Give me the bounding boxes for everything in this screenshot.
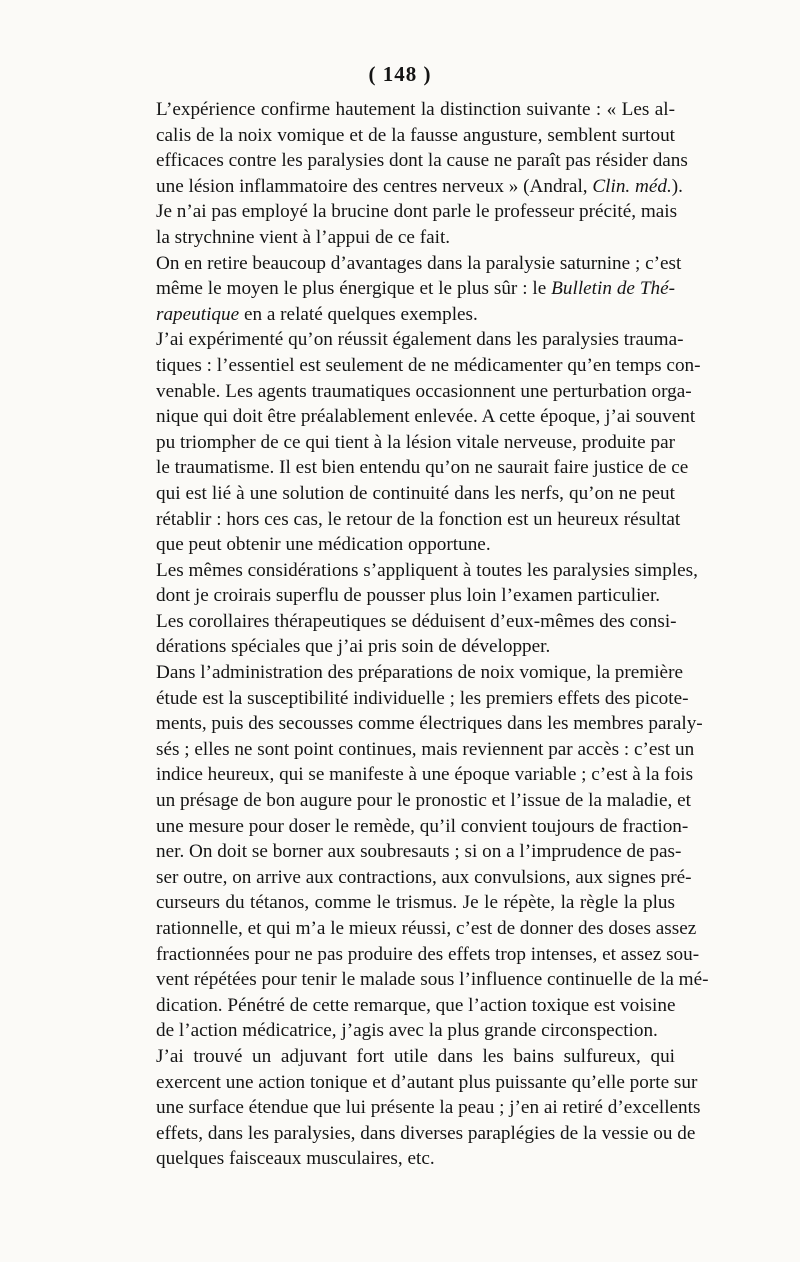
text-run: étude est la susceptibilité individuelle ; les premiers effets des picote- xyxy=(156,687,689,709)
text-run: L’expérience confirme hautement la distinction suivante : « Les al- xyxy=(156,99,675,120)
text-line xyxy=(137,660,683,686)
text-run: venable. Les agents traumatiques occasionnent une perturbation orga- xyxy=(156,380,692,402)
text-line xyxy=(137,788,691,814)
text-line xyxy=(137,737,695,763)
text-line xyxy=(137,583,675,609)
text-line xyxy=(137,379,692,405)
text-line xyxy=(137,123,675,149)
text-line xyxy=(137,711,703,737)
text-run: qui est lié à une solution de continuité dans les nerfs, qu’on ne peut xyxy=(156,482,675,504)
text-run: ments, puis des secousses comme électriques dans les membres paraly- xyxy=(156,713,703,735)
text-line xyxy=(137,353,701,379)
text-line xyxy=(137,455,689,481)
text-run: dication. Pénétré de cette remarque, que l’action toxique est voisine xyxy=(156,994,676,1016)
page-number: ( 148 ) xyxy=(368,62,432,86)
text-run: la strychnine vient à l’appui de ce fait. xyxy=(156,226,451,248)
text-line xyxy=(137,251,682,277)
text-line xyxy=(137,532,675,558)
text-run: curseurs du tétanos, comme le trismus. Je le répète, la règle la plus xyxy=(156,892,675,914)
italic-text-run: Bulletin de Thé- xyxy=(551,278,675,300)
text-line xyxy=(137,890,675,916)
text-line xyxy=(137,430,675,456)
paragraph xyxy=(137,251,682,328)
text-line xyxy=(137,481,675,507)
text-line xyxy=(137,302,675,328)
body-text xyxy=(137,97,709,1172)
text-line xyxy=(137,225,675,251)
text-line xyxy=(137,916,697,942)
text-run: dérations spéciales que j’ai pris soin de développer. xyxy=(156,636,551,658)
text-run: efficaces contre les paralysies dont la cause ne paraît pas résider dans xyxy=(156,150,688,172)
text-line xyxy=(137,327,684,353)
paragraph xyxy=(137,558,698,609)
text-run: J’ai trouvé un adjuvant fort utile dans les bains sulfureux, qui xyxy=(156,1045,675,1067)
text-run: tiques : l’essentiel est seulement de ne médicamenter qu’en temps con- xyxy=(156,354,701,376)
text-run: pu triompher de ce qui tient à la lésion vitale nerveuse, produite par xyxy=(156,431,675,453)
paragraph xyxy=(137,97,688,251)
text-run: Les mêmes considérations s’appliquent à toutes les paralysies simples, xyxy=(156,559,698,581)
paragraph xyxy=(137,609,675,660)
text-line xyxy=(137,814,689,840)
text-run: nique qui doit être préalablement enlevée. A cette époque, j’ai souvent xyxy=(156,406,696,428)
text-run: dont je croirais superflu de pousser plus loin l’examen particulier. xyxy=(156,585,661,607)
text-run: Les corollaires thérapeutiques se déduisent d’eux-mêmes des consi- xyxy=(156,610,677,632)
text-run: exercent une action tonique et d’autant plus puissante qu’elle porte sur xyxy=(156,1071,698,1093)
text-line xyxy=(137,1095,701,1121)
italic-text-run: Clin. méd. xyxy=(592,175,672,197)
text-run: rationnelle, et qui m’a le mieux réussi, c’est de donner des doses assez xyxy=(156,918,697,939)
text-run: ner. On doit se borner aux soubresauts ; si on a l’imprudence de pas- xyxy=(156,841,682,863)
text-run: Je n’ai pas employé la brucine dont parle le professeur précité, mais xyxy=(156,201,678,223)
text-run: ser outre, on arrive aux contractions, aux convulsions, aux signes pré- xyxy=(156,866,692,888)
text-line xyxy=(137,967,709,993)
text-line xyxy=(137,507,681,533)
text-run: vent répétées pour tenir le malade sous l’influence continuelle de la mé- xyxy=(156,969,709,991)
text-line xyxy=(137,865,692,891)
text-line xyxy=(137,404,696,430)
text-run: un présage de bon augure pour le pronostic et l’issue de la maladie, et xyxy=(156,790,691,812)
text-line xyxy=(137,762,694,788)
text-run: On en retire beaucoup d’avantages dans la paralysie saturnine ; c’est xyxy=(156,252,682,274)
paragraph xyxy=(137,327,701,557)
text-run: rétablir : hors ces cas, le retour de la fonction est un heureux résultat xyxy=(156,508,681,530)
text-run: une surface étendue que lui présente la peau ; j’en ai retiré d’excellents xyxy=(156,1097,701,1119)
text-run: ). xyxy=(671,175,683,197)
text-line xyxy=(137,942,700,968)
text-run: fractionnées pour ne pas produire des effets trop intenses, et assez sou- xyxy=(156,943,700,965)
paragraph xyxy=(137,1044,701,1172)
text-run: le traumatisme. Il est bien entendu qu’on ne saurait faire justice de ce xyxy=(156,457,689,479)
text-run: indice heureux, qui se manifeste à une époque variable ; c’est à la fois xyxy=(156,764,694,786)
text-run: de l’action médicatrice, j’agis avec la plus grande circonspection. xyxy=(156,1020,658,1042)
text-line xyxy=(137,558,698,584)
text-run: calis de la noix vomique et de la fausse angusture, semblent surtout xyxy=(156,124,675,146)
text-line xyxy=(137,1121,696,1147)
text-run: une lésion inflammatoire des centres nerveux » (Andral, xyxy=(156,175,593,197)
text-line xyxy=(137,1070,698,1096)
text-run: effets, dans les paralysies, dans diverses paraplégies de la vessie ou de xyxy=(156,1122,696,1144)
text-run: que peut obtenir une médication opportune. xyxy=(156,534,491,556)
text-line xyxy=(137,174,683,200)
text-line xyxy=(137,993,675,1019)
text-line xyxy=(137,839,682,865)
text-line xyxy=(137,634,675,660)
italic-text-run: rapeutique xyxy=(156,303,240,325)
text-run: sés ; elles ne sont point continues, mais reviennent par accès : c’est un xyxy=(156,738,695,760)
text-line xyxy=(137,1018,675,1044)
text-run: J’ai expérimenté qu’on réussit également dans les paralysies trauma- xyxy=(156,329,684,351)
text-run: quelques faisceaux musculaires, etc. xyxy=(156,1148,435,1170)
text-line xyxy=(137,199,678,225)
text-line xyxy=(137,97,675,123)
text-line xyxy=(137,1146,675,1172)
text-run: même le moyen le plus énergique et le plus sûr : le xyxy=(156,278,552,300)
text-line xyxy=(137,148,688,174)
text-line xyxy=(137,276,675,302)
text-run: Dans l’administration des préparations de noix vomique, la première xyxy=(156,662,683,684)
text-run: une mesure pour doser le remède, qu’il convient toujours de fraction- xyxy=(156,815,689,837)
text-run: en a relaté quelques exemples. xyxy=(239,303,478,325)
text-line xyxy=(137,1044,675,1070)
paragraph xyxy=(137,660,709,1044)
text-line xyxy=(137,609,675,635)
text-line xyxy=(137,686,689,712)
